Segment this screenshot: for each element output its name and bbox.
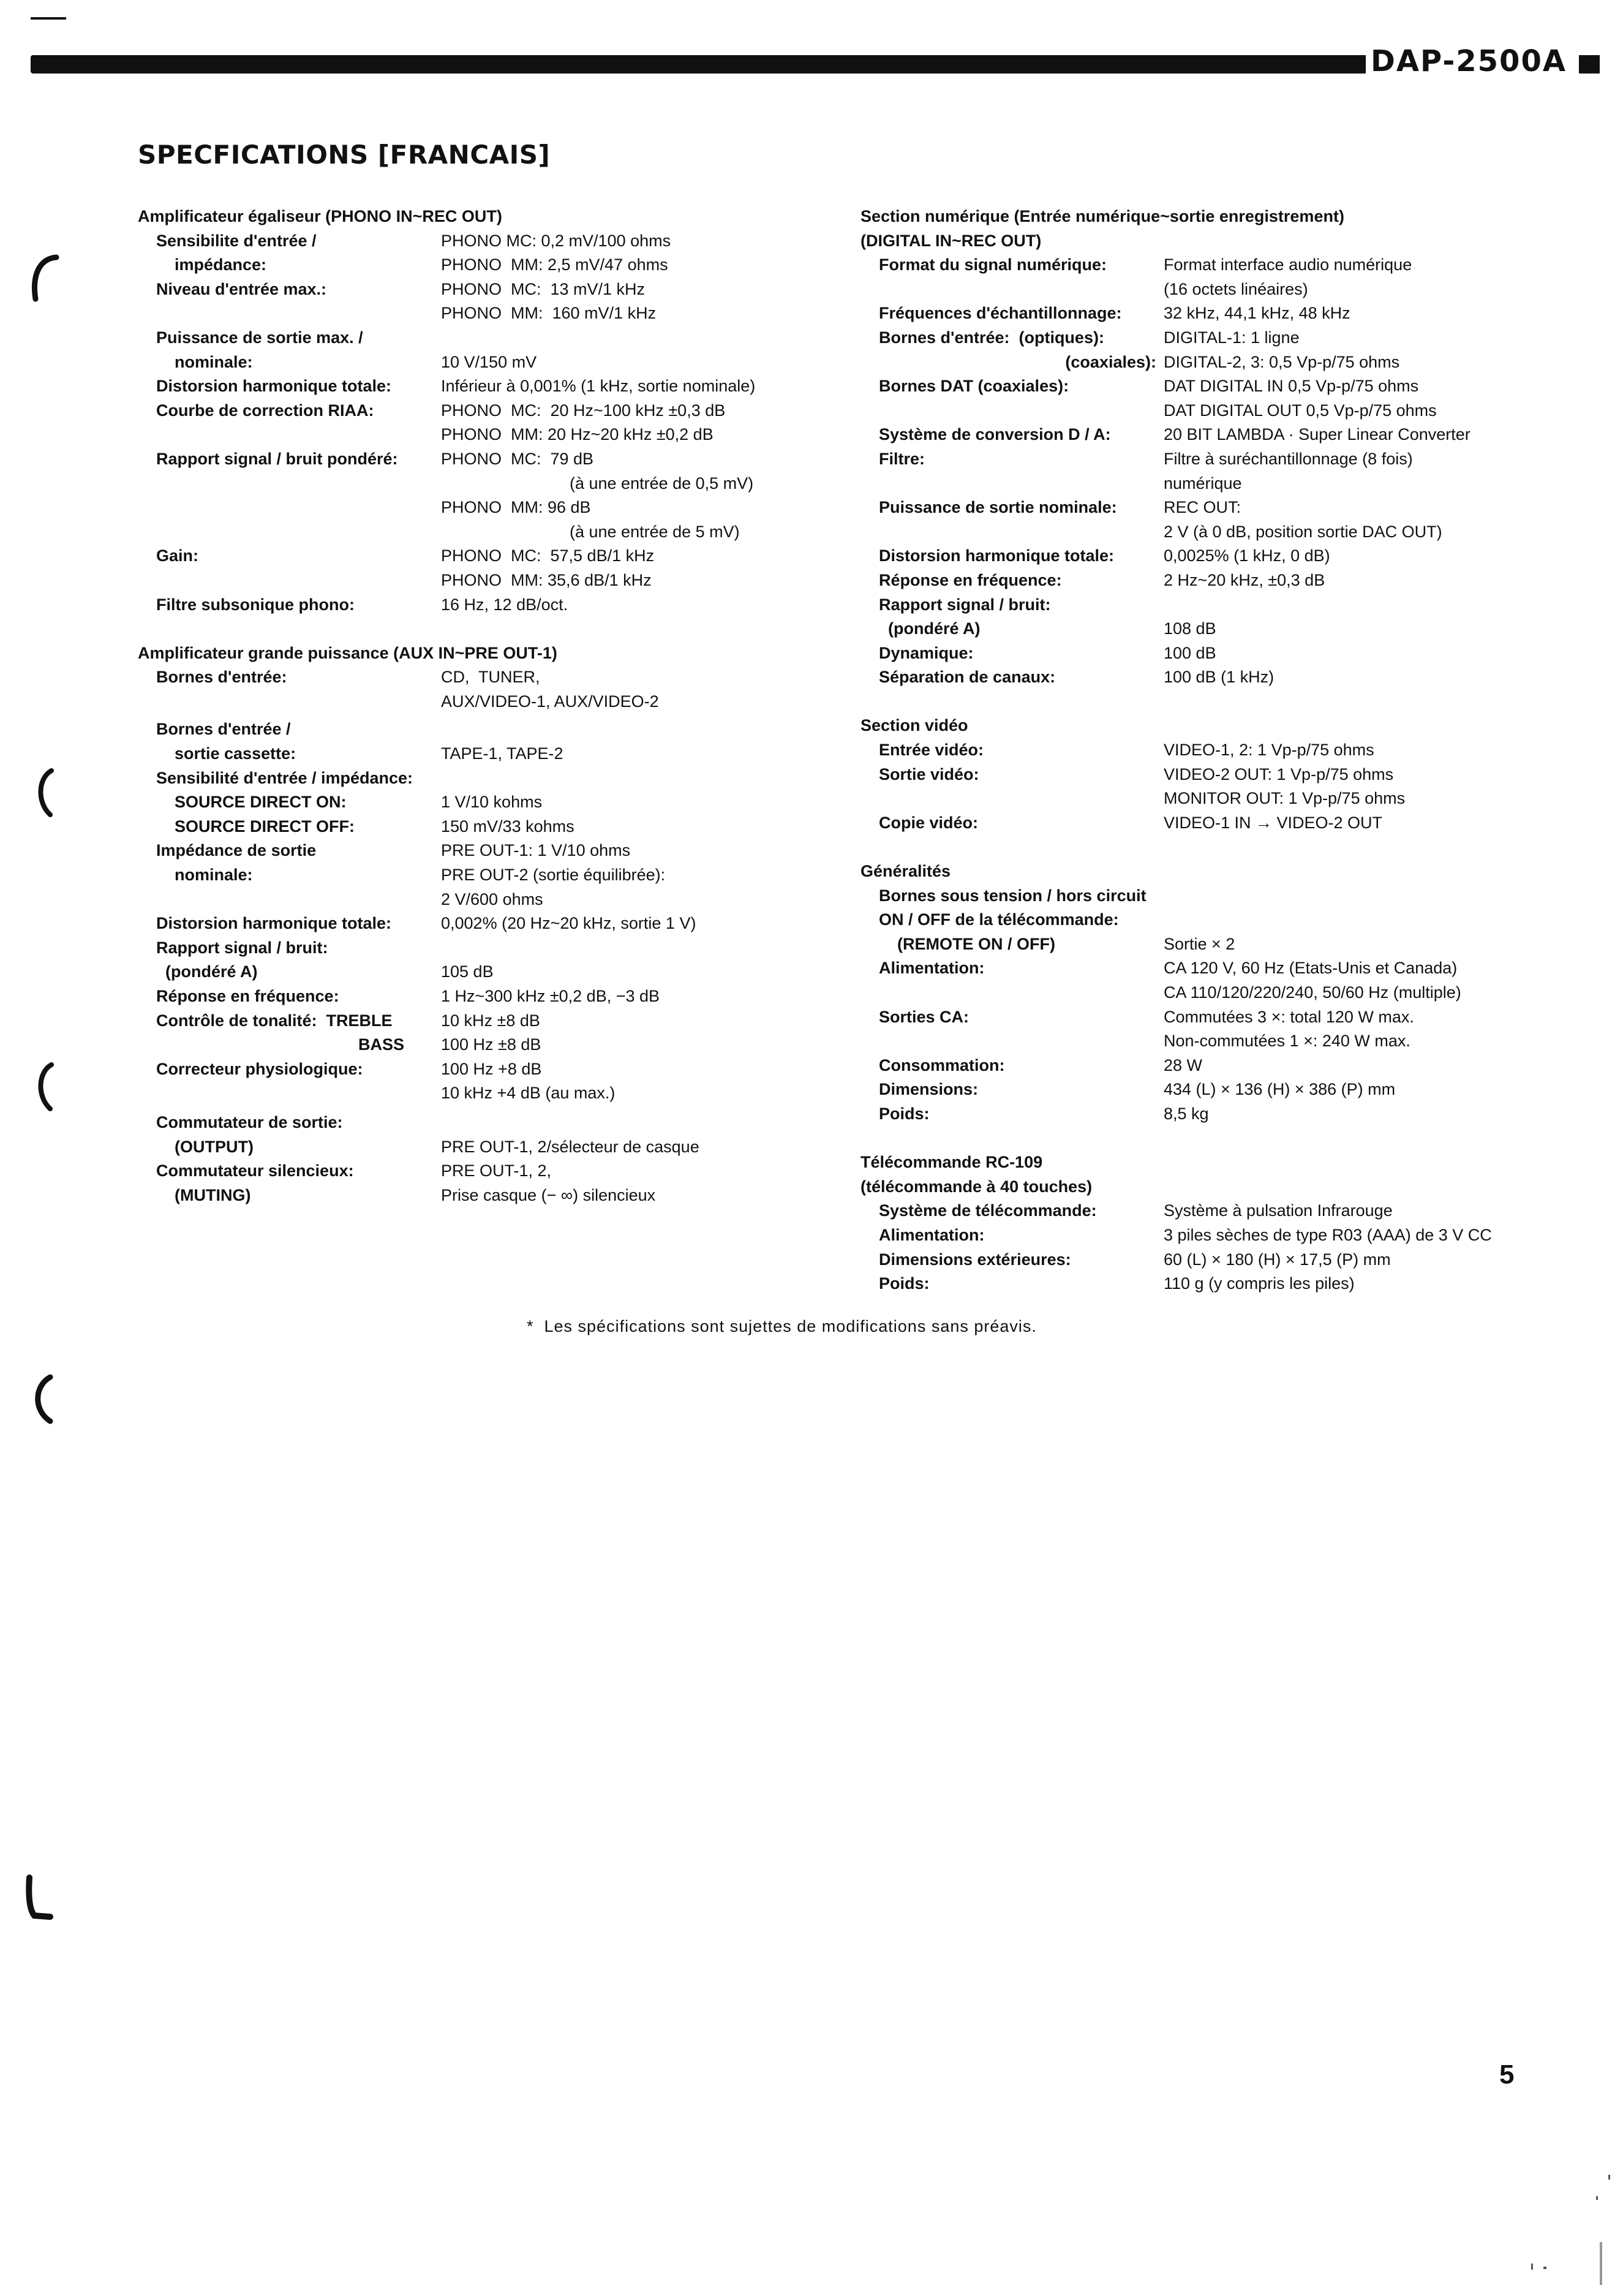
spec-label: Distorsion harmonique totale: <box>879 546 1115 565</box>
spec-label: Bornes DAT (coaxiales): <box>879 377 1069 396</box>
spec-label: (OUTPUT) <box>175 1137 254 1156</box>
spec-value: DAT DIGITAL IN 0,5 Vp-p/75 ohms <box>1164 377 1419 396</box>
spec-row <box>138 815 842 839</box>
spec-value: TAPE-1, TAPE-2 <box>441 744 563 763</box>
spec-value: 0,002% (20 Hz~20 kHz, sortie 1 V) <box>441 914 696 933</box>
spec-value: 100 dB (1 kHz) <box>1164 668 1275 687</box>
spec-value: 2 V/600 ohms <box>441 889 543 908</box>
spec-label: Sensibilité d'entrée / impédance: <box>156 768 413 787</box>
spec-label: Dimensions: <box>879 1080 979 1099</box>
spec-value: 10 kHz ±8 dB <box>441 1011 540 1030</box>
spec-value: Sortie × 2 <box>1164 934 1235 953</box>
spec-value: 434 (L) × 136 (H) × 386 (P) mm <box>1164 1080 1396 1099</box>
spec-value: PRE OUT-1, 2/sélecteur de casque <box>441 1137 699 1156</box>
spec-value: PRE OUT-1, 2, <box>441 1161 552 1180</box>
spec-value: 10 kHz +4 dB (au max.) <box>441 1084 616 1103</box>
header-bar-end <box>1579 55 1600 74</box>
spec-label: Niveau d'entrée max.: <box>156 279 327 298</box>
spec-row <box>860 568 1546 593</box>
spec-value: 16 Hz, 12 dB/oct. <box>441 595 568 614</box>
spec-label: Poids: <box>879 1104 930 1123</box>
spec-value: PRE OUT-1: 1 V/10 ohms <box>441 841 631 860</box>
spec-label: Contrôle de tonalité: TREBLE <box>156 1011 393 1030</box>
spec-label: Copie vidéo: <box>879 813 979 832</box>
spec-value: MONITOR OUT: 1 Vp-p/75 ohms <box>1164 789 1406 808</box>
spec-value: PHONO MM: 96 dB <box>441 498 591 517</box>
spec-value: DIGITAL-2, 3: 0,5 Vp-p/75 ohms <box>1164 352 1400 371</box>
spec-value: CA 110/120/220/240, 50/60 Hz (multiple) <box>1164 983 1461 1002</box>
scan-speck <box>1600 2242 1602 2285</box>
spec-label: nominale: <box>175 352 253 371</box>
spec-row <box>138 326 842 374</box>
spec-value: 150 mV/33 kohms <box>441 817 574 836</box>
spec-row <box>860 374 1546 423</box>
binding-hole-mark <box>21 1871 58 1927</box>
spec-label: Système de conversion D / A: <box>879 425 1111 444</box>
spec-value: CD, TUNER, <box>441 668 540 687</box>
section-title-power-amp: Amplificateur grande puissance (AUX IN~PRE OUT-1) <box>138 643 557 662</box>
spec-label: Alimentation: <box>879 1225 985 1244</box>
spec-row <box>860 1272 1546 1296</box>
spec-label: Impédance de sortie <box>156 841 317 860</box>
spec-row <box>860 544 1546 568</box>
spec-row <box>860 1223 1546 1248</box>
spec-label: Format du signal numérique: <box>879 255 1107 274</box>
spec-value: Inférieur à 0,001% (1 kHz, sortie nominale) <box>441 377 756 396</box>
spec-value: 8,5 kg <box>1164 1104 1209 1123</box>
spec-row <box>138 1057 842 1106</box>
spec-row <box>860 908 1546 956</box>
spec-value: (à une entrée de 0,5 mV) <box>570 474 754 493</box>
spec-value: 1 V/10 kohms <box>441 793 543 812</box>
section-subtitle-remote: (télécommande à 40 touches) <box>860 1177 1093 1196</box>
spec-label: Sensibilite d'entrée / <box>156 231 317 250</box>
spec-label: Réponse en fréquence: <box>156 987 339 1005</box>
spec-label: Système de télécommande: <box>879 1201 1097 1220</box>
spec-value: 110 g (y compris les piles) <box>1164 1274 1355 1293</box>
spec-value: 60 (L) × 180 (H) × 17,5 (P) mm <box>1164 1250 1391 1269</box>
spec-label: impédance: <box>175 255 267 274</box>
spec-row <box>138 790 842 815</box>
spec-row <box>138 1159 842 1207</box>
binding-hole-mark <box>27 1060 64 1115</box>
spec-label: Puissance de sortie nominale: <box>879 498 1117 517</box>
spec-value: 100 Hz ±8 dB <box>441 1035 541 1054</box>
section-title-digital: Section numérique (Entrée numérique~sortie enregistrement) <box>860 207 1344 225</box>
spec-value: Prise casque (− ∞) silencieux <box>441 1185 656 1204</box>
scan-speck <box>1531 2264 1533 2270</box>
spec-label: Entrée vidéo: <box>879 741 984 760</box>
spec-row <box>860 447 1546 496</box>
spec-label: Bornes d'entrée / <box>156 720 291 739</box>
spec-row <box>860 1078 1546 1102</box>
spec-row <box>138 1009 842 1057</box>
spec-label: Filtre subsonique phono: <box>156 595 355 614</box>
spec-row <box>860 301 1546 326</box>
spec-label: Courbe de correction RIAA: <box>156 401 374 420</box>
spec-value: 108 dB <box>1164 619 1216 638</box>
spec-value: PHONO MC: 79 dB <box>441 449 594 468</box>
corner-mark <box>31 17 66 20</box>
spec-row <box>138 278 842 326</box>
spec-row <box>138 447 842 544</box>
spec-label: Bornes sous tension / hors circuit <box>879 886 1147 905</box>
spec-value: VIDEO-2 OUT: 1 Vp-p/75 ohms <box>1164 765 1394 784</box>
spec-row <box>138 374 842 399</box>
spec-label: Correcteur physiologique: <box>156 1059 363 1078</box>
section-title-video: Section vidéo <box>860 716 968 735</box>
spec-label: (MUTING) <box>175 1185 251 1204</box>
spec-row <box>860 738 1546 763</box>
spec-row <box>138 544 842 592</box>
spec-value: Format interface audio numérique <box>1164 255 1412 274</box>
section-title-general: Généralités <box>860 862 951 881</box>
spec-value: (à une entrée de 5 mV) <box>570 522 740 541</box>
spec-value: 2 V (à 0 dB, position sortie DAC OUT) <box>1164 522 1442 541</box>
spec-row <box>860 811 1546 836</box>
binding-hole-mark <box>24 1372 61 1427</box>
spec-label: Commutateur de sortie: <box>156 1112 343 1131</box>
spec-label: Réponse en fréquence: <box>879 570 1062 589</box>
spec-label: nominale: <box>175 866 253 885</box>
spec-row <box>860 326 1546 374</box>
spec-label: sortie cassette: <box>175 744 296 763</box>
spec-value: PHONO MM: 20 Hz~20 kHz ±0,2 dB <box>441 425 714 444</box>
spec-label: (REMOTE ON / OFF) <box>897 934 1055 953</box>
spec-row <box>860 884 1546 908</box>
spec-value: 20 BIT LAMBDA · Super Linear Converter <box>1164 425 1470 444</box>
spec-value: PHONO MM: 2,5 mV/47 ohms <box>441 255 668 274</box>
spec-row <box>138 766 842 791</box>
spec-row <box>138 593 842 617</box>
spec-label: Puissance de sortie max. / <box>156 328 363 347</box>
spec-label: ON / OFF de la télécommande: <box>879 910 1119 929</box>
spec-row <box>860 1054 1546 1078</box>
spec-value: 28 W <box>1164 1055 1203 1074</box>
spec-label: (pondéré A) <box>165 962 258 981</box>
spec-row <box>138 912 842 936</box>
spec-row <box>138 229 842 278</box>
spec-label: Séparation de canaux: <box>879 668 1056 687</box>
spec-value: PHONO MC: 0,2 mV/100 ohms <box>441 231 671 250</box>
section-subtitle-digital: (DIGITAL IN~REC OUT) <box>860 231 1042 250</box>
spec-value: 3 piles sèches de type R03 (AAA) de 3 V CC <box>1164 1225 1492 1244</box>
spec-value: REC OUT: <box>1164 498 1241 517</box>
spec-value: Système à pulsation Infrarouge <box>1164 1201 1393 1220</box>
spec-row <box>860 956 1546 1005</box>
spec-value: numérique <box>1164 474 1242 493</box>
spec-label: SOURCE DIRECT ON: <box>175 793 347 812</box>
binding-hole-mark <box>27 766 64 821</box>
spec-value: VIDEO-1, 2: 1 Vp-p/75 ohms <box>1164 741 1374 760</box>
spec-row <box>138 665 842 714</box>
spec-label: Commutateur silencieux: <box>156 1161 354 1180</box>
spec-value: 1 Hz~300 kHz ±0,2 dB, −3 dB <box>441 987 660 1005</box>
spec-value: CA 120 V, 60 Hz (Etats-Unis et Canada) <box>1164 959 1458 978</box>
spec-value: 105 dB <box>441 962 494 981</box>
spec-value: PHONO MC: 13 mV/1 kHz <box>441 279 646 298</box>
spec-label: Sortie vidéo: <box>879 765 979 784</box>
spec-label: Sorties CA: <box>879 1007 970 1026</box>
spec-value: 10 V/150 mV <box>441 352 537 371</box>
spec-row <box>138 984 842 1009</box>
spec-label: Dimensions extérieures: <box>879 1250 1071 1269</box>
spec-row <box>860 641 1546 666</box>
spec-value: PHONO MM: 35,6 dB/1 kHz <box>441 570 652 589</box>
page-title: SPECFICATIONS [FRANCAIS] <box>138 140 551 170</box>
spec-label: Rapport signal / bruit: <box>156 938 328 957</box>
spec-row <box>138 936 842 984</box>
spec-label: (pondéré A) <box>888 619 981 638</box>
spec-label: Gain: <box>156 546 199 565</box>
scan-speck <box>1608 2175 1610 2180</box>
spec-label: Dynamique: <box>879 643 974 662</box>
spec-value: 100 Hz +8 dB <box>441 1059 542 1078</box>
spec-value: PHONO MC: 20 Hz~100 kHz ±0,3 dB <box>441 401 726 420</box>
spec-value: PHONO MM: 160 mV/1 kHz <box>441 304 657 323</box>
section-title-remote: Télécommande RC-109 <box>860 1153 1043 1172</box>
spec-value: Filtre à suréchantillonnage (8 fois) <box>1164 449 1413 468</box>
spec-label: Rapport signal / bruit: <box>879 595 1051 614</box>
spec-label: BASS <box>358 1035 405 1054</box>
spec-label: Alimentation: <box>879 959 985 978</box>
spec-row <box>860 1199 1546 1223</box>
spec-row <box>860 1102 1546 1127</box>
spec-row <box>138 839 842 912</box>
model-name: DAP-2500A <box>1371 44 1567 78</box>
spec-label: Bornes d'entrée: (optiques): <box>879 328 1104 347</box>
section-title-equalizer: Amplificateur égaliseur (PHONO IN~REC OUT) <box>138 207 502 225</box>
spec-row <box>138 399 842 447</box>
spec-row <box>860 496 1546 544</box>
footnote: * Les spécifications sont sujettes de modifications sans préavis. <box>527 1317 1037 1335</box>
spec-value: Non-commutées 1 ×: 240 W max. <box>1164 1032 1410 1051</box>
spec-row <box>860 253 1546 301</box>
right-column <box>860 205 1546 1296</box>
scan-speck <box>1543 2267 1546 2269</box>
left-column <box>138 205 842 1207</box>
spec-value: 2 Hz~20 kHz, ±0,3 dB <box>1164 570 1325 589</box>
spec-row <box>860 763 1546 811</box>
spec-label: Consommation: <box>879 1055 1005 1074</box>
spec-value: 32 kHz, 44,1 kHz, 48 kHz <box>1164 304 1350 323</box>
spec-label: Filtre: <box>879 449 925 468</box>
spec-label: SOURCE DIRECT OFF: <box>175 817 355 836</box>
spec-label: Rapport signal / bruit pondéré: <box>156 449 398 468</box>
spec-row <box>860 593 1546 641</box>
spec-value: VIDEO-1 IN → VIDEO-2 OUT <box>1164 813 1383 832</box>
spec-value: PRE OUT-2 (sortie équilibrée): <box>441 866 666 885</box>
spec-label: Fréquences d'échantillonnage: <box>879 304 1122 323</box>
spec-row <box>860 423 1546 447</box>
spec-value: (16 octets linéaires) <box>1164 279 1308 298</box>
scan-speck <box>1596 2196 1598 2200</box>
spec-label: (coaxiales): <box>1065 352 1156 371</box>
spec-row <box>860 1005 1546 1054</box>
page-number: 5 <box>1499 2060 1515 2090</box>
spec-label: Distorsion harmonique totale: <box>156 377 392 396</box>
spec-row <box>138 717 842 766</box>
spec-row <box>860 665 1546 690</box>
spec-value: PHONO MC: 57,5 dB/1 kHz <box>441 546 655 565</box>
spec-row <box>860 1248 1546 1272</box>
spec-value: 0,0025% (1 kHz, 0 dB) <box>1164 546 1330 565</box>
spec-label: Bornes d'entrée: <box>156 668 287 687</box>
spec-row <box>138 1111 842 1159</box>
spec-value: DIGITAL-1: 1 ligne <box>1164 328 1300 347</box>
binding-hole-mark <box>27 251 64 306</box>
spec-label: Distorsion harmonique totale: <box>156 914 392 933</box>
spec-value: 100 dB <box>1164 643 1216 662</box>
spec-value: AUX/VIDEO-1, AUX/VIDEO-2 <box>441 692 659 711</box>
spec-value: DAT DIGITAL OUT 0,5 Vp-p/75 ohms <box>1164 401 1437 420</box>
header-bar <box>31 55 1366 74</box>
spec-value: Commutées 3 ×: total 120 W max. <box>1164 1007 1414 1026</box>
spec-label: Poids: <box>879 1274 930 1293</box>
